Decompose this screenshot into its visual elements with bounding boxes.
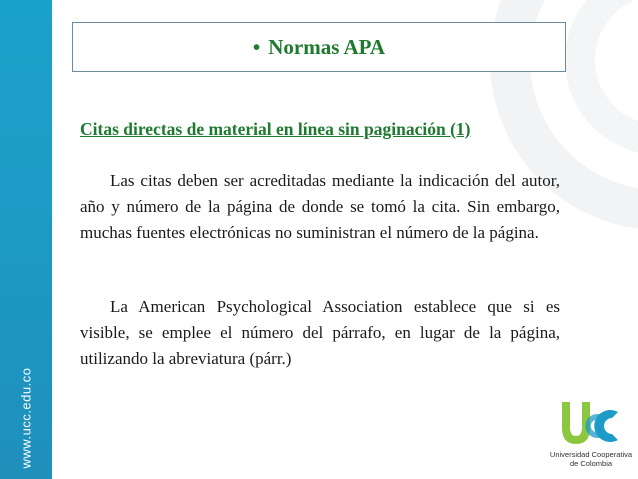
slide-title-text: Normas APA	[268, 34, 386, 59]
title-box	[72, 22, 566, 72]
website-url: www.ucc.edu.co	[18, 367, 34, 469]
logo-caption-line-2: de Colombia	[569, 459, 613, 468]
slide-title	[253, 35, 385, 60]
paragraph-1: Las citas deben ser acreditadas mediante la indicación del autor, año y número de la página de donde se tomó la cita. Sin embargo, muchas fuentes electrónicas no suministran el número de la página.	[80, 171, 560, 242]
logo-caption	[548, 450, 634, 468]
logo-caption-line-1: Universidad Cooperativa	[549, 450, 633, 459]
section-heading: Citas directas de material en línea sin paginación (1)	[80, 119, 471, 139]
bullet-icon: •	[252, 34, 261, 59]
paragraph-2: La American Psychological Association establece que si es visible, se emplee el número del párrafo, en lugar de la página, utilizando la abreviatura (párr.)	[80, 297, 560, 368]
side-band	[0, 0, 52, 479]
